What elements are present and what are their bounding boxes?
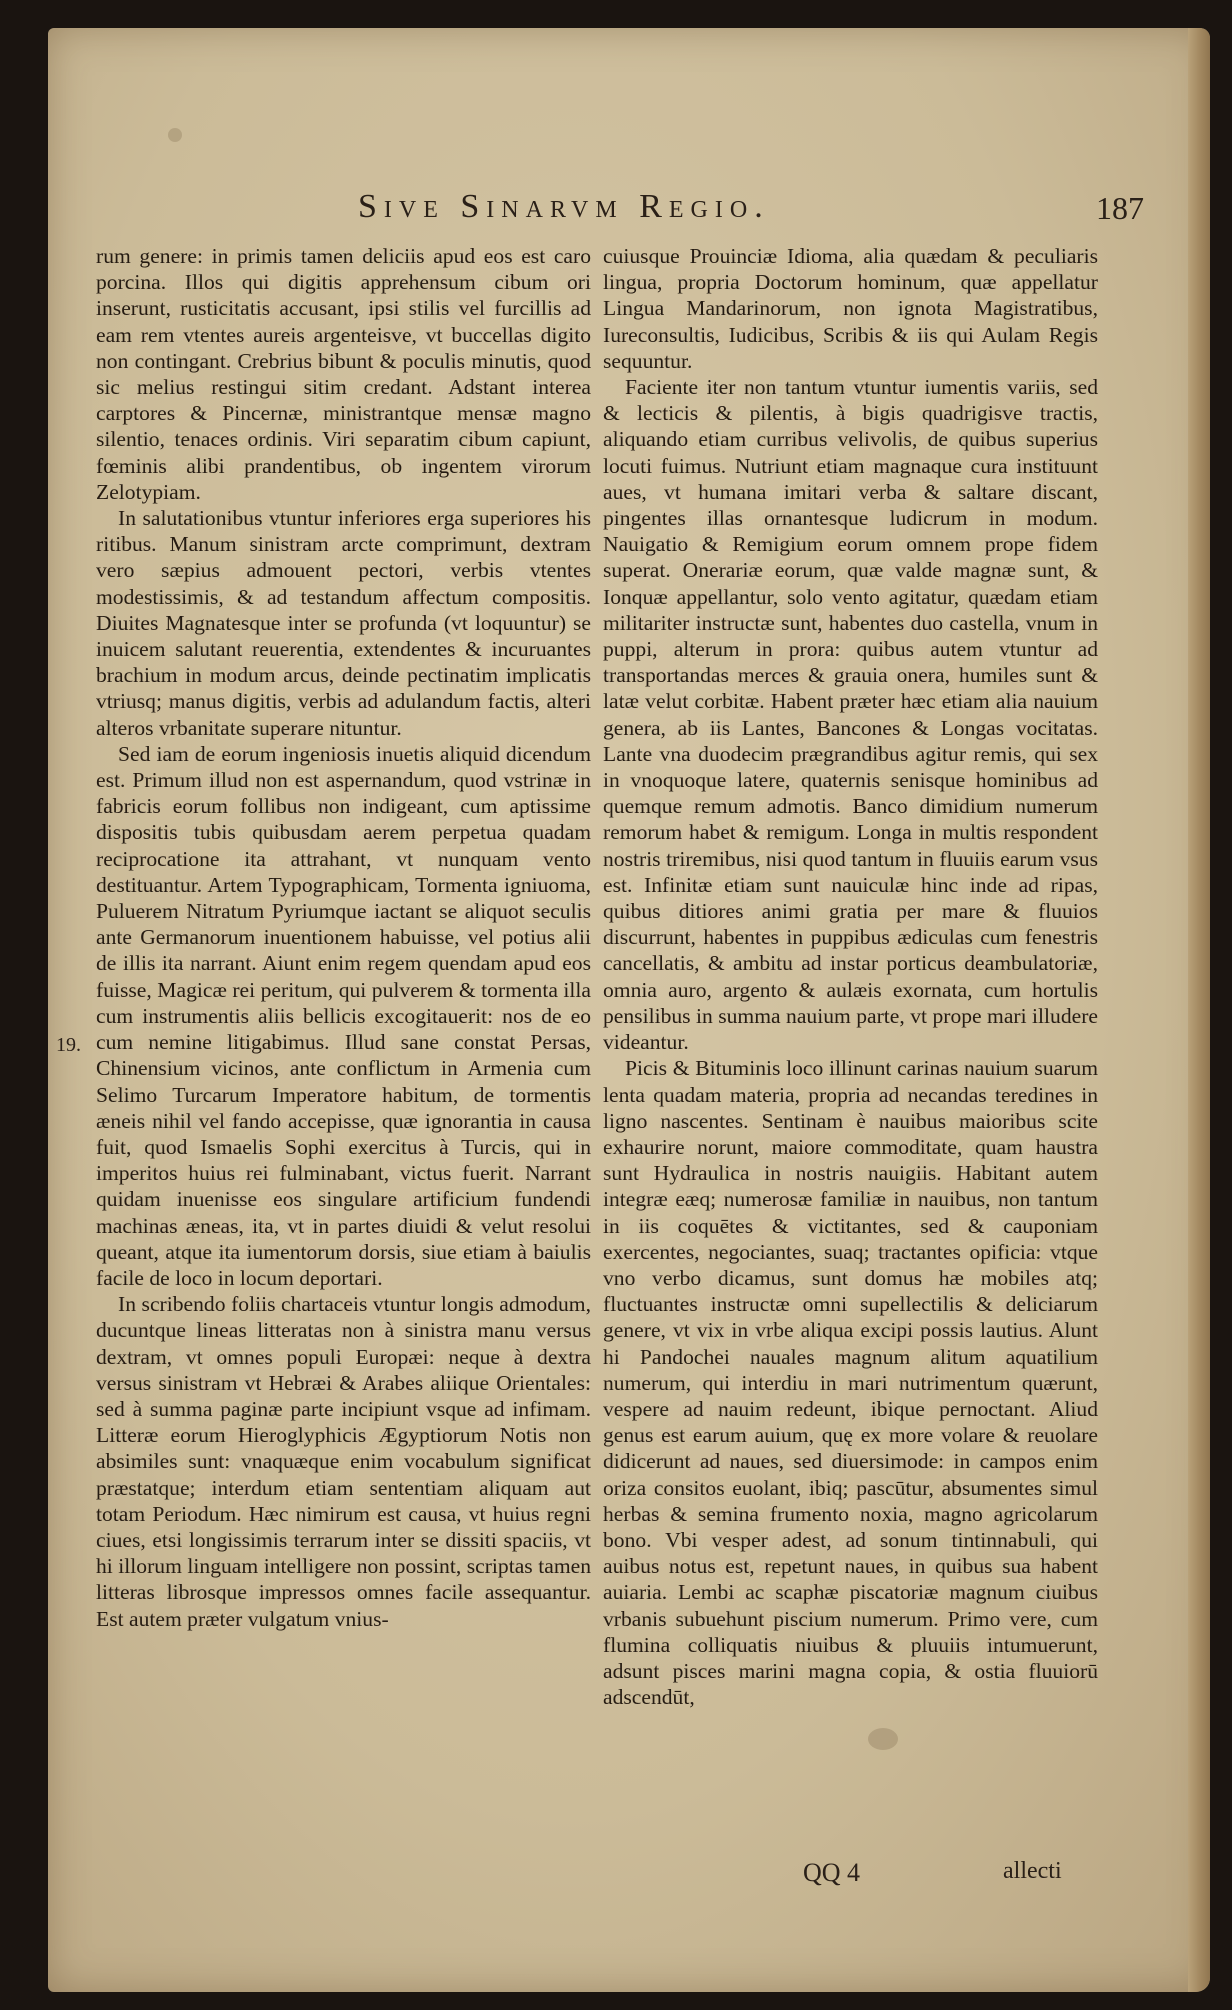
signature-mark: QQ 4 (803, 1858, 861, 1887)
page-number: 187 (1096, 190, 1144, 226)
paragraph: Picis & Bituminis loco illinunt carinas nauium suarum lenta quadam materia, propria ad necandas teredines in ligno nascentes. Sentinam è nauibus maioribus scite exhaurire norunt, maiore commoditate, quam haustra sunt Hydraulica in nostris nauigiis. Habitant autem integræ eæq; numerosæ familiæ in nauibus, non tantum in iis coquētes & victitantes, sed & cauponiam exercentes, negociantes, suaq; tractantes opificia: vtque vno verbo dicamus, sunt domus hæ mobiles atq; fluctuantes instructæ omni supellectilis & deliciarum genere, vt vix in vrbe aliqua excipi possis lautius. Alunt hi Pandochei nauales magnum alitum aquatilium numerum, qui interdiu in mari nutrimentum quærunt, vespere ad nauim redeunt, ibique pernoctant. Aliud genus est earum auium, quę ex more volare & reuolare didicerunt ad naues, sed diuersimode: in campos enim oriza consitos euolant, ibiq; pascūtur, absumentes simul herbas & semina frumento noxia, magno agricolarum bono. Vbi vesper adest, ad sonum tintinnabuli, qui auibus notus est, repetunt naues, in quibus sua habent auiaria. Lembi ac scaphæ piscatoriæ magnum ciuibus vrbanis subuehunt piscium numerum. Primo vere, cum flumina colliquatis niuibus & pluuiis intumuerunt, adsunt pisces marini magna copia, & ostia fluuiorū adscendūt, (603, 1056, 1098, 1710)
left-column (96, 243, 591, 1863)
paragraph: In salutationibus vtuntur inferiores erga superiores his ritibus. Manum sinistram arcte comprimunt, dextram vero sæpius admouent pectori, verbis vtentes modestissimis, & ad testandum affectum compositis. Diuites Magnatesque inter se profunda (vt loquuntur) se inuicem salutant reuerentia, extendentes & incuruantes brachium in modum arcus, deinde pectinatim implicatis vtriusq; manus digitis, verbis ad adulandum factis, alteri alteros vrbanitate superare nituntur. (96, 506, 591, 740)
running-head-title: Sive Sinarvm Regio. (358, 188, 770, 225)
running-head (48, 188, 1210, 238)
paragraph: In scribendo foliis chartaceis vtuntur longis admodum, ducuntque lineas litteratas non à sinistra manu versus dextram, vt omnes populi Europæi: neque à dextra versus sinistram vt Hebræi & Arabes aliique Orientales: sed à summa paginæ parte incipiunt vsque ad infimam. Litteræ eorum Hieroglyphicis Ægyptiorum Notis non absimiles sunt: vnaquæque enim vocabulum significat præstatque; interdum etiam sententiam aliquam aut totam Periodum. Hæc nimirum est causa, vt huius regni ciues, etsi longissimis terrarum inter se dissiti spaciis, vt hi illorum linguam intelligere non possint, scriptas tamen litteras librosque impressos omnes facile assequantur. Est autem præter vulgatum vnius- (96, 1292, 591, 1631)
right-column (603, 243, 1098, 1863)
book-page (48, 28, 1210, 1992)
page-edge (1188, 28, 1210, 1992)
paragraph: rum genere: in primis tamen deliciis apud eos est caro porcina. Illos qui digitis apprehensum cibum ori inserunt, rusticitatis accusant, ipsi stilis vel furcillis ad eam rem vtentes aureis argenteisve, vt buccellas digito non contingant. Crebrius bibunt & poculis minutis, quod sic melius restingui sitim credant. Adstant interea carptores & Pincernæ, ministrantque mensæ magno silentio, tenaces ordinis. Viri separatim cibum capiunt, fœminis alibi prandentibus, ob ingentem virorum Zelotypiam. (96, 244, 591, 504)
paragraph: cuiusque Prouinciæ Idioma, alia quædam & peculiaris lingua, propria Doctorum hominum, quæ appellatur Lingua Mandarinorum, non ignota Magistratibus, Iureconsultis, Iudicibus, Scribis & iis qui Aulam Regis sequuntur. (603, 244, 1098, 373)
marginal-number: 19. (56, 1034, 81, 1056)
paragraph: Faciente iter non tantum vtuntur iumentis variis, sed & lecticis & pilentis, à bigis quadrigisve tractis, aliquando etiam curribus velivolis, de quibus superius locuti fuimus. Nutriunt etiam magnaque cura instituunt aues, vt humana imitari verba & saltare discant, pingentes illas ornantesque ludicrum in modum. Nauigatio & Remigium eorum omnem prope fidem superat. Onerariæ eorum, quæ valde magnæ sunt, & Ionquæ appellantur, solo vento agitatur, quædam etiam militariter instructæ sunt, habentes duo castella, vnum in puppi, alterum in prora: quibus autem vtuntur ad transportandas merces & grauia onera, humiles sunt & latæ velut corbitæ. Habent præter hæc etiam alia nauium genera, ab iis Lantes, Bancones & Longas vocitatas. Lante vna duodecim prægrandibus agitur remis, qui sex in vnoquoque latere, quaternis senisque hominibus ad quemque remum admotis. Banco dimidium numerum remorum habet & remigum. Longa in multis respondent nostris triremibus, nisi quod tantum in fluuiis earum vsus est. Infinitæ etiam sunt nauiculæ hinc inde ad ripas, quibus ditiores animi gratia per mare & fluuios discurrunt, habentes in puppibus ædiculas cum fenestris cancellatis, & ambitu ad instar porticus deambulatoriæ, omnia auro, argento & aulæis exornata, cum hortulis pensilibus in summa nauium parte, vt prope mari illudere videantur. (603, 375, 1098, 1055)
catchword: allecti (1003, 1858, 1062, 1884)
ink-spot (168, 128, 182, 142)
paragraph: Sed iam de eorum ingeniosis inuetis aliquid dicendum est. Primum illud non est aspernandum, quod vstrinæ in fabricis eorum follibus non indigeant, cum aptissime dispositis tubis quibusdam aerem perpetua quadam reciprocatione ita attrahant, vt nunquam vento destituantur. Artem Typographicam, Tormenta igniuoma, Puluerem Nitratum Pyriumque iactant se aliquot seculis ante Germanorum inuentionem habuisse, vel potius alii de illis ita narrant. Aiunt enim regem quendam apud eos fuisse, Magicæ rei peritum, qui pulverem & tormenta illa cum instrumentis aliis bellicis excogitauerit: nos de eo cum nemine litigabimus. Illud sane constat Persas, Chinensium vicinos, ante conflictum in Armenia cum Selimo Turcarum Imperatore habitum, de tormentis æneis nihil vel fando accepisse, quæ ignorantia in causa fuit, quod Ismaelis Sophi exercitus à Turcis, qui in imperitos huius rei fulminabant, victus fuerit. Narrant quidam inuenisse eos singulare artificium fundendi machinas æneas, ita, vt in partes diuidi & velut resolui queant, atque ita iumentorum dorsis, siue etiam à baiulis facile de loco in locum deportari. (96, 741, 591, 1290)
